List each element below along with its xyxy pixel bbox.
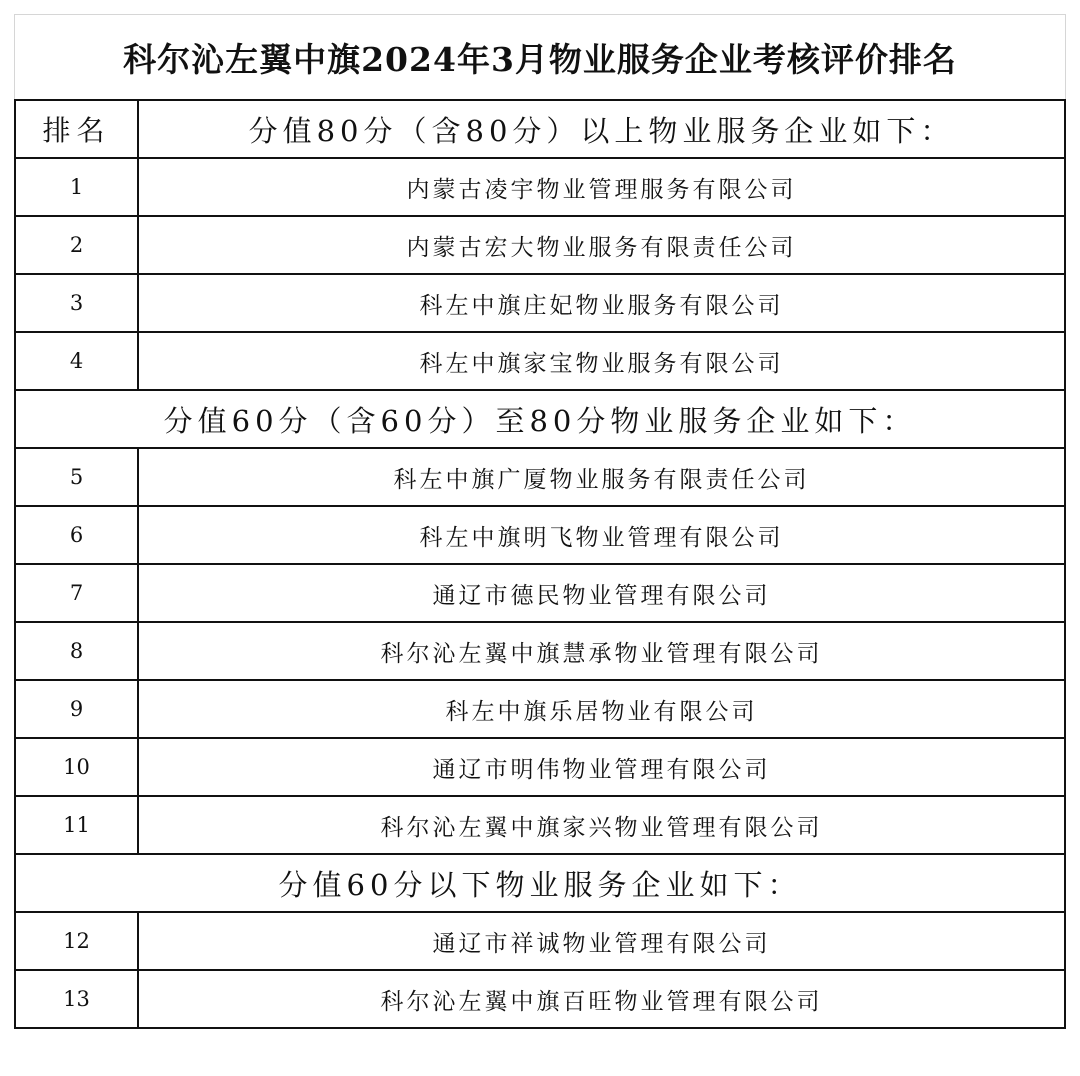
company-name-cell: 内蒙古凌宇物业管理服务有限公司 — [138, 158, 1065, 216]
section-header-below-60: 分值60分以下物业服务企业如下： — [15, 854, 1065, 912]
company-name-cell: 科尔沁左翼中旗百旺物业管理有限公司 — [138, 970, 1065, 1028]
section-header-80-plus: 分值80分（含80分）以上物业服务企业如下： — [138, 100, 1065, 158]
rank-cell: 8 — [15, 622, 138, 680]
table-row — [15, 564, 1065, 622]
table-row — [15, 506, 1065, 564]
company-name-cell: 科左中旗明飞物业管理有限公司 — [138, 506, 1065, 564]
page-title: 科尔沁左翼中旗2024年3月物业服务企业考核评价排名 — [123, 39, 957, 79]
rank-cell: 3 — [15, 274, 138, 332]
company-name-cell: 科左中旗乐居物业有限公司 — [138, 680, 1065, 738]
table-row — [15, 332, 1065, 390]
table-row — [15, 622, 1065, 680]
rank-cell: 7 — [15, 564, 138, 622]
table-row — [15, 738, 1065, 796]
company-name-cell: 科左中旗庄妃物业服务有限公司 — [138, 274, 1065, 332]
rank-column-header: 排名 — [15, 100, 138, 158]
rank-cell: 13 — [15, 970, 138, 1028]
rank-cell: 12 — [15, 912, 138, 970]
rank-cell: 9 — [15, 680, 138, 738]
table-row — [15, 274, 1065, 332]
table-row — [15, 680, 1065, 738]
rank-cell: 4 — [15, 332, 138, 390]
table-row — [15, 796, 1065, 854]
rank-cell: 5 — [15, 448, 138, 506]
rank-cell: 11 — [15, 796, 138, 854]
table-row — [15, 912, 1065, 970]
section-row-below-60 — [15, 854, 1065, 912]
company-name-cell: 通辽市明伟物业管理有限公司 — [138, 738, 1065, 796]
company-name-cell: 通辽市祥诚物业管理有限公司 — [138, 912, 1065, 970]
table-row — [15, 216, 1065, 274]
company-name-cell: 科左中旗家宝物业服务有限公司 — [138, 332, 1065, 390]
company-name-cell: 科左中旗广厦物业服务有限责任公司 — [138, 448, 1065, 506]
section-header-60-80: 分值60分（含60分）至80分物业服务企业如下： — [15, 390, 1065, 448]
company-name-cell: 科尔沁左翼中旗慧承物业管理有限公司 — [138, 622, 1065, 680]
title-box — [14, 14, 1066, 99]
rank-cell: 2 — [15, 216, 138, 274]
table-row — [15, 970, 1065, 1028]
section-row-60-80 — [15, 390, 1065, 448]
header-row — [15, 100, 1065, 158]
ranking-table — [14, 99, 1066, 1029]
company-name-cell: 内蒙古宏大物业服务有限责任公司 — [138, 216, 1065, 274]
table-row — [15, 158, 1065, 216]
company-name-cell: 科尔沁左翼中旗家兴物业管理有限公司 — [138, 796, 1065, 854]
rank-cell: 1 — [15, 158, 138, 216]
table-row — [15, 448, 1065, 506]
company-name-cell: 通辽市德民物业管理有限公司 — [138, 564, 1065, 622]
rank-cell: 6 — [15, 506, 138, 564]
ranking-document — [14, 14, 1066, 1029]
rank-cell: 10 — [15, 738, 138, 796]
